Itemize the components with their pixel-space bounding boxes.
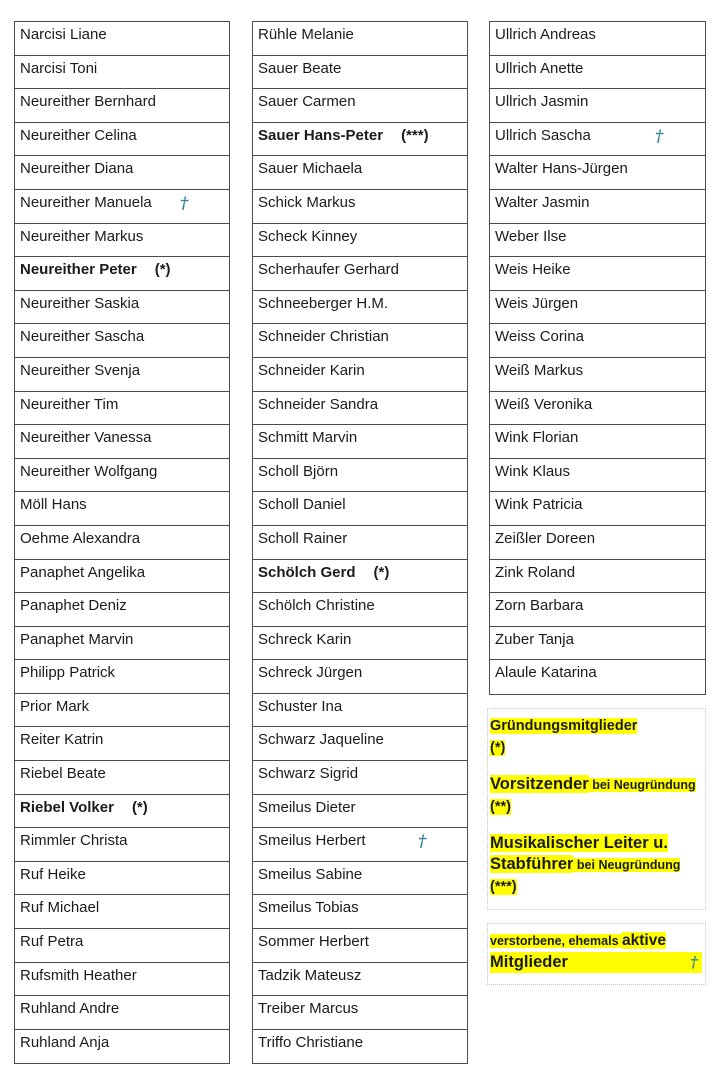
member-cell — [253, 257, 467, 291]
member-cell — [253, 963, 467, 997]
member-cell — [490, 291, 705, 325]
member-name: Ruhland Andre — [20, 1000, 120, 1018]
member-cell — [253, 89, 467, 123]
member-name: Schneider Christian — [258, 328, 389, 346]
member-name: Ruf Michael — [20, 899, 100, 917]
legend-text: Stabführer — [490, 855, 574, 873]
member-cell — [15, 492, 229, 526]
member-name: Schölch Gerd — [258, 563, 356, 581]
member-cell — [253, 1030, 467, 1064]
member-name: Weiß Markus — [495, 361, 584, 379]
member-cell — [15, 526, 229, 560]
member-name: Schölch Christine — [258, 597, 375, 615]
member-name: Schneider Sandra — [258, 395, 379, 413]
member-cell — [15, 627, 229, 661]
member-name: Ruf Heike — [20, 865, 86, 883]
member-name: Rimmler Christa — [20, 832, 128, 850]
member-cell — [490, 459, 705, 493]
legend-line — [490, 876, 703, 898]
legend-text: bei Neugründung — [588, 778, 696, 792]
member-cell — [253, 459, 467, 493]
member-cell — [253, 795, 467, 829]
member-cell — [490, 425, 705, 459]
member-cell — [253, 627, 467, 661]
founder-marker: (*) — [131, 798, 148, 816]
legend-text: Mitglieder — [490, 953, 568, 971]
member-cell — [490, 358, 705, 392]
member-cell — [15, 156, 229, 190]
legend-line — [490, 737, 703, 759]
member-name: Zorn Barbara — [495, 597, 584, 615]
member-name: Wink Florian — [495, 429, 579, 447]
member-cell — [490, 156, 705, 190]
legend-entry — [490, 833, 703, 898]
member-cell — [490, 89, 705, 123]
member-name: Neureither Svenja — [20, 361, 141, 379]
member-name: Schwarz Jaqueline — [258, 731, 384, 749]
member-cell — [253, 324, 467, 358]
member-name: Ruf Petra — [20, 933, 84, 951]
member-name: Ruhland Anja — [20, 1033, 110, 1051]
member-cell — [15, 392, 229, 426]
member-cell — [15, 761, 229, 795]
member-name: Zink Roland — [495, 563, 576, 581]
member-name: Walter Jasmin — [495, 193, 590, 211]
member-cell — [15, 660, 229, 694]
member-cell — [253, 660, 467, 694]
member-cell — [253, 862, 467, 896]
member-name: Neureither Celina — [20, 126, 137, 144]
legend-line — [490, 930, 703, 952]
member-cell — [490, 190, 705, 224]
founder-marker: (*) — [373, 563, 390, 581]
member-cell — [15, 963, 229, 997]
member-name: Philipp Patrick — [20, 664, 116, 682]
member-name: Prior Mark — [20, 697, 90, 715]
member-cell — [15, 996, 229, 1030]
member-name: Panaphet Deniz — [20, 597, 127, 615]
member-cell — [490, 324, 705, 358]
member-name: Möll Hans — [20, 496, 87, 514]
member-cell — [490, 56, 705, 90]
member-cell — [253, 123, 467, 157]
legend-text: Vorsitzender — [490, 775, 589, 793]
member-cell — [15, 89, 229, 123]
deceased-dagger-icon: † — [690, 953, 698, 971]
member-cell — [15, 1030, 229, 1064]
member-cell — [490, 257, 705, 291]
member-name: Schreck Karin — [258, 630, 352, 648]
member-cell — [15, 795, 229, 829]
member-name: Scholl Björn — [258, 462, 339, 480]
member-name: Rufsmith Heather — [20, 966, 137, 984]
member-cell — [253, 996, 467, 1030]
deceased-dagger-icon: † — [418, 831, 427, 851]
legend-line — [490, 715, 703, 737]
member-name: Neureither Diana — [20, 160, 134, 178]
member-name: Schick Markus — [258, 193, 356, 211]
member-name: Smeilus Dieter — [258, 798, 356, 816]
legend-text: Gründungsmitglieder — [490, 718, 638, 734]
member-name: Riebel Volker — [20, 798, 114, 816]
member-cell — [15, 324, 229, 358]
legend-text: Musikalischer Leiter u. — [490, 834, 668, 852]
member-name: Neureither Tim — [20, 395, 119, 413]
member-name: Weiß Veronika — [495, 395, 593, 413]
legend-text: verstorbene, ehemals — [490, 934, 623, 948]
member-name: Sauer Hans-Peter — [258, 126, 384, 144]
member-cell — [253, 727, 467, 761]
member-name: Ullrich Sascha — [495, 126, 591, 144]
member-name: Sauer Michaela — [258, 160, 363, 178]
member-name: Weis Heike — [495, 261, 571, 279]
member-column-1 — [14, 21, 230, 1064]
member-name: Triffo Christiane — [258, 1033, 364, 1051]
member-cell — [15, 123, 229, 157]
member-name: Oehme Alexandra — [20, 529, 141, 547]
member-cell — [15, 291, 229, 325]
member-name: Schwarz Sigrid — [258, 765, 359, 783]
member-name: Schmitt Marvin — [258, 429, 358, 447]
legend — [487, 708, 706, 998]
legend-line — [490, 952, 702, 973]
member-name: Neureither Vanessa — [20, 429, 152, 447]
member-cell — [15, 895, 229, 929]
member-cell — [253, 425, 467, 459]
deceased-dagger-icon: † — [180, 192, 189, 212]
legend-text: (***) — [490, 879, 517, 895]
member-cell — [15, 862, 229, 896]
member-cell — [490, 560, 705, 594]
member-name: Scheck Kinney — [258, 227, 358, 245]
member-cell — [15, 694, 229, 728]
legend-line — [490, 833, 703, 854]
member-cell — [490, 123, 705, 157]
founder-marker: (***) — [401, 126, 429, 144]
member-cell — [15, 459, 229, 493]
member-name: Ullrich Andreas — [495, 26, 596, 43]
member-name: Neureither Bernhard — [20, 93, 156, 111]
member-name: Neureither Sascha — [20, 328, 145, 346]
member-name: Schneeberger H.M. — [258, 294, 389, 312]
member-column-3 — [489, 21, 706, 695]
member-cell — [15, 828, 229, 862]
member-cell — [253, 224, 467, 258]
member-cell — [253, 694, 467, 728]
member-name: Neureither Saskia — [20, 294, 140, 312]
legend-text: bei Neugründung — [573, 858, 681, 872]
member-cell — [15, 224, 229, 258]
member-name: Riebel Beate — [20, 765, 106, 783]
member-cell — [253, 828, 467, 862]
founder-marker: (*) — [154, 261, 171, 279]
member-name: Schneider Karin — [258, 361, 365, 379]
member-cell — [490, 660, 705, 694]
member-cell — [15, 727, 229, 761]
member-name: Ullrich Anette — [495, 59, 584, 77]
member-cell — [15, 929, 229, 963]
legend-section — [487, 923, 706, 985]
member-cell — [15, 425, 229, 459]
member-cell — [490, 392, 705, 426]
member-name: Wink Klaus — [495, 462, 571, 480]
member-name: Scholl Rainer — [258, 529, 348, 547]
member-name: Neureither Peter — [20, 261, 137, 279]
member-cell — [15, 593, 229, 627]
member-name: Narcisi Liane — [20, 26, 107, 43]
member-name: Schuster Ina — [258, 697, 343, 715]
member-cell — [253, 526, 467, 560]
legend-text: (**) — [490, 799, 511, 815]
member-cell — [253, 291, 467, 325]
member-name: Wink Patricia — [495, 496, 583, 514]
member-name: Treiber Marcus — [258, 1000, 359, 1018]
member-name: Neureither Markus — [20, 227, 144, 245]
member-cell — [15, 560, 229, 594]
legend-entry — [490, 930, 703, 973]
legend-text: (*) — [490, 740, 506, 756]
member-name: Scherhaufer Gerhard — [258, 261, 399, 279]
member-cell — [253, 492, 467, 526]
member-name: Neureither Wolfgang — [20, 462, 158, 480]
member-cell — [253, 358, 467, 392]
member-name: Weber Ilse — [495, 227, 567, 245]
member-name: Sauer Carmen — [258, 93, 356, 111]
member-name: Smeilus Tobias — [258, 899, 359, 917]
member-name: Rühle Melanie — [258, 26, 354, 43]
member-cell — [253, 22, 467, 56]
member-cell — [490, 224, 705, 258]
member-name: Smeilus Sabine — [258, 865, 363, 883]
member-cell — [253, 895, 467, 929]
member-cell — [490, 627, 705, 661]
member-cell — [490, 593, 705, 627]
member-cell — [490, 492, 705, 526]
member-cell — [253, 190, 467, 224]
member-cell — [253, 761, 467, 795]
member-name: Narcisi Toni — [20, 59, 98, 77]
member-cell — [490, 526, 705, 560]
member-name: Sauer Beate — [258, 59, 342, 77]
legend-text: aktive — [622, 932, 666, 949]
legend-line — [490, 854, 703, 876]
member-cell — [15, 358, 229, 392]
member-cell — [253, 560, 467, 594]
member-name: Walter Hans-Jürgen — [495, 160, 628, 178]
legend-section — [487, 708, 706, 910]
member-name: Panaphet Angelika — [20, 563, 146, 581]
member-name: Scholl Daniel — [258, 496, 346, 514]
member-name: Weis Jürgen — [495, 294, 579, 312]
member-cell — [253, 392, 467, 426]
member-cell — [253, 593, 467, 627]
member-name: Schreck Jürgen — [258, 664, 363, 682]
member-name: Panaphet Marvin — [20, 630, 134, 648]
legend-line — [490, 774, 703, 818]
member-cell — [490, 22, 705, 56]
member-cell — [15, 257, 229, 291]
member-name: Zuber Tanja — [495, 630, 574, 648]
member-name: Alaule Katarina — [495, 664, 597, 682]
member-cell — [15, 190, 229, 224]
legend-entry — [490, 774, 703, 818]
legend-entry — [490, 715, 703, 759]
member-column-2 — [252, 21, 468, 1064]
member-cell — [253, 929, 467, 963]
member-cell — [15, 56, 229, 90]
member-cell — [253, 156, 467, 190]
member-name: Reiter Katrin — [20, 731, 104, 749]
member-cell — [15, 22, 229, 56]
deceased-dagger-icon: † — [655, 125, 664, 145]
member-name: Weiss Corina — [495, 328, 584, 346]
member-cell — [253, 56, 467, 90]
member-name: Tadzik Mateusz — [258, 966, 362, 984]
member-name: Sommer Herbert — [258, 933, 369, 951]
member-name: Zeißler Doreen — [495, 529, 596, 547]
member-name: Neureither Manuela — [20, 193, 152, 211]
member-name: Smeilus Herbert — [258, 832, 366, 850]
member-name: Ullrich Jasmin — [495, 93, 589, 111]
